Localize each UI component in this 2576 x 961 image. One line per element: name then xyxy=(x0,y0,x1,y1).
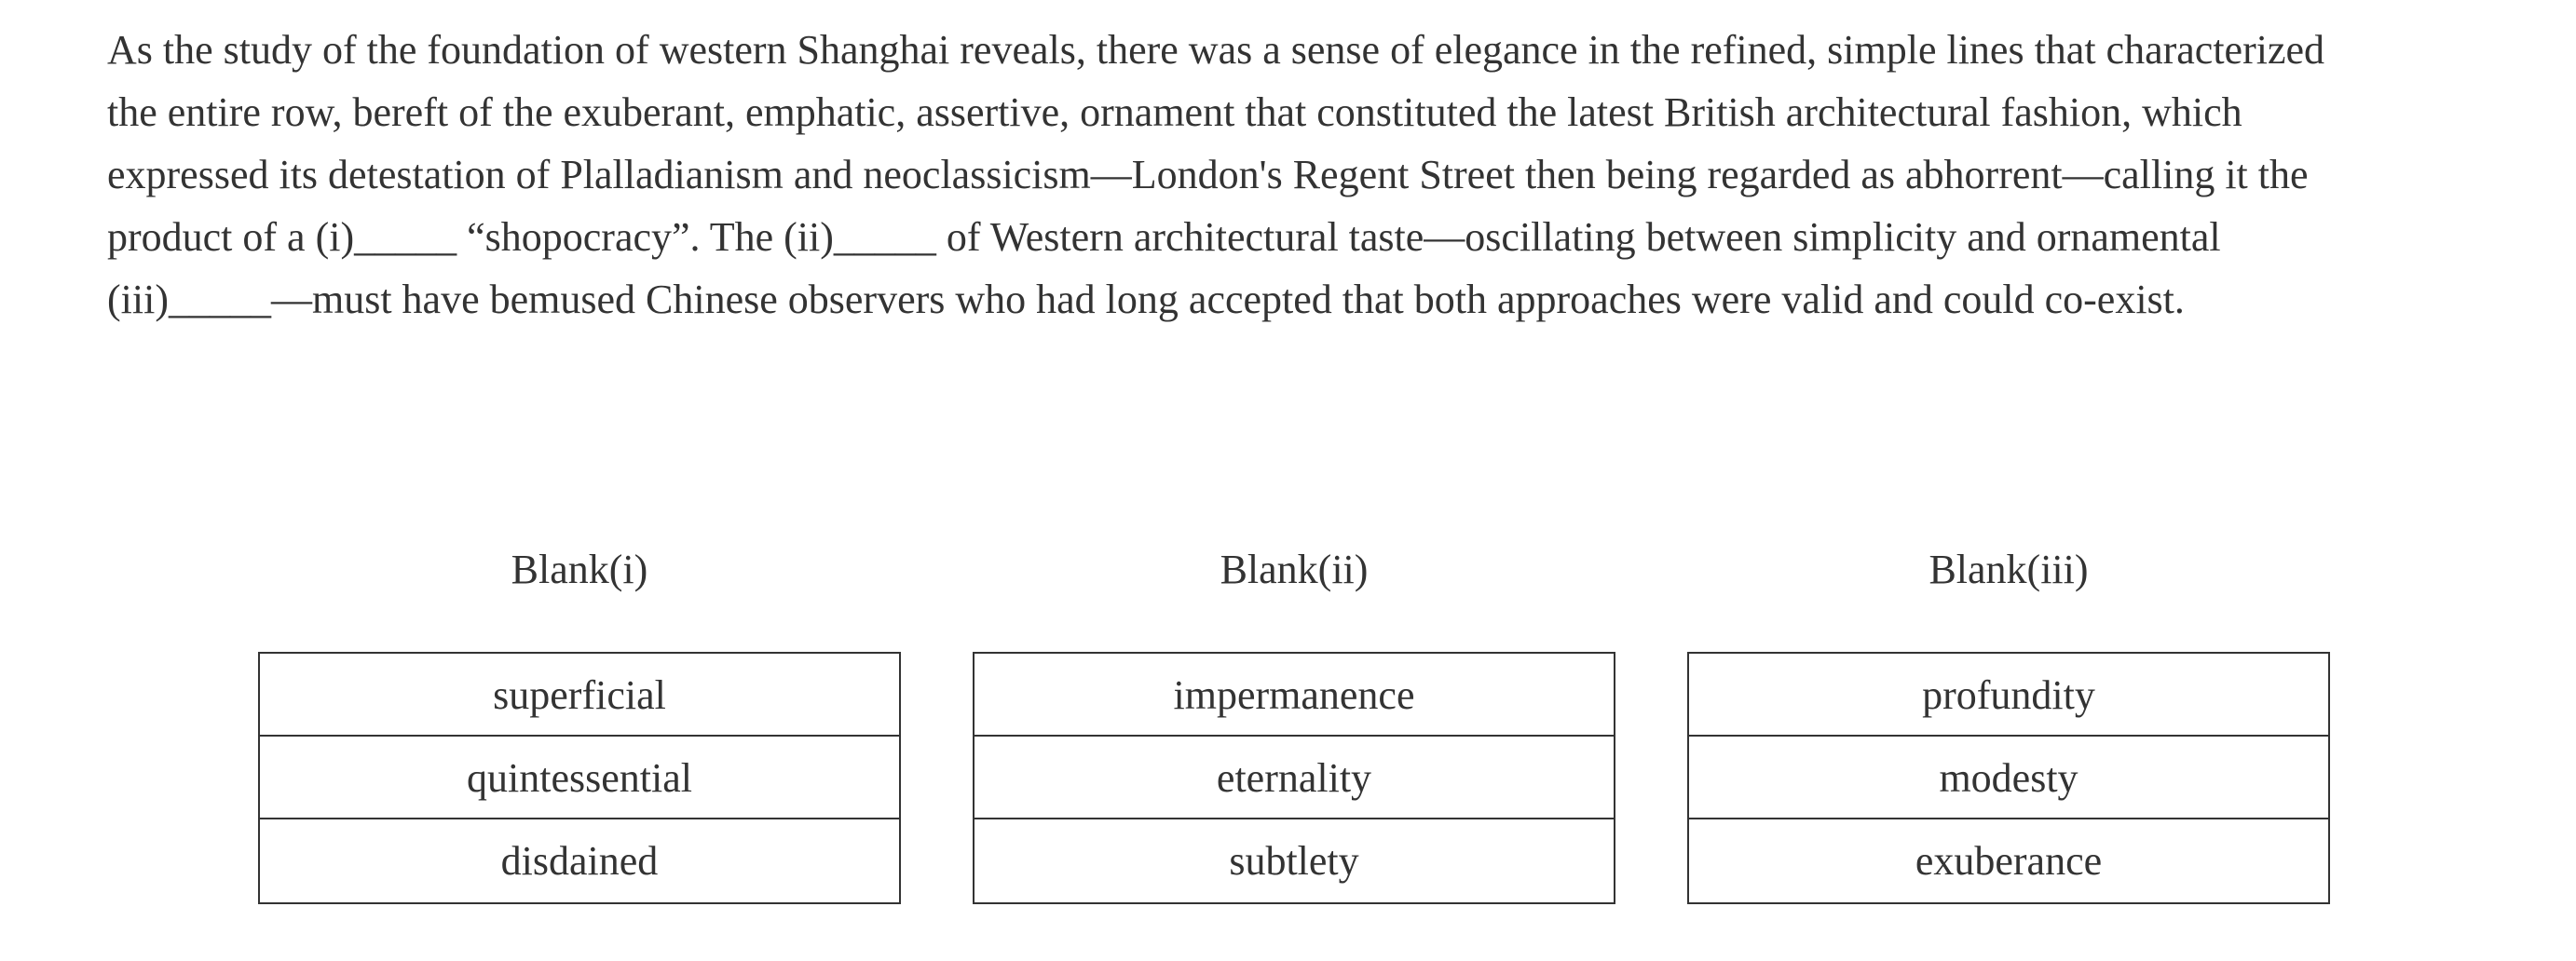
blank-ii-option-subtlety[interactable]: subtlety xyxy=(975,819,1614,902)
passage-line: expressed its detestation of Plalladianism and neoclassicism—London's Regent Street then being regarded as abhorrent—calling it the xyxy=(107,152,2309,197)
blank-ii-option-impermanence[interactable]: impermanence xyxy=(975,654,1614,737)
blank-i-header: Blank(i) xyxy=(511,547,648,592)
blank-i-option-disdained[interactable]: disdained xyxy=(260,819,899,902)
blank-iii-option-profundity[interactable]: profundity xyxy=(1689,654,2328,737)
blank-ii-header: Blank(ii) xyxy=(1220,547,1369,592)
blank-ii-option-eternality[interactable]: eternality xyxy=(975,737,1614,819)
blank-iii-option-modesty[interactable]: modesty xyxy=(1689,737,2328,819)
passage-line: As the study of the foundation of western Shanghai reveals, there was a sense of elegance in the refined, simple lines that characterized xyxy=(107,27,2325,73)
question-passage xyxy=(107,19,2548,331)
blank-i-option-quintessential[interactable]: quintessential xyxy=(260,737,899,819)
blank-iii-column xyxy=(1687,531,2330,884)
blank-ii-options xyxy=(973,652,1615,904)
passage-line: (iii)_____—must have bemused Chinese observers who had long accepted that both approaches were valid and could co-exist. xyxy=(107,277,2185,322)
blank-i-option-superficial[interactable]: superficial xyxy=(260,654,899,737)
blank-ii-column xyxy=(973,531,1615,884)
blank-i-column xyxy=(258,531,901,884)
passage-line: the entire row, bereft of the exuberant, emphatic, assertive, ornament that constituted the latest British architectural fashion, which xyxy=(107,89,2242,135)
blank-iii-header: Blank(iii) xyxy=(1929,547,2089,592)
blank-i-options xyxy=(258,652,901,904)
passage-line: product of a (i)_____ “shopocracy”. The (ii)_____ of Western architectural taste—oscillating between simplicity and ornamental xyxy=(107,214,2221,260)
blank-iii-option-exuberance[interactable]: exuberance xyxy=(1689,819,2328,902)
blank-iii-options xyxy=(1687,652,2330,904)
